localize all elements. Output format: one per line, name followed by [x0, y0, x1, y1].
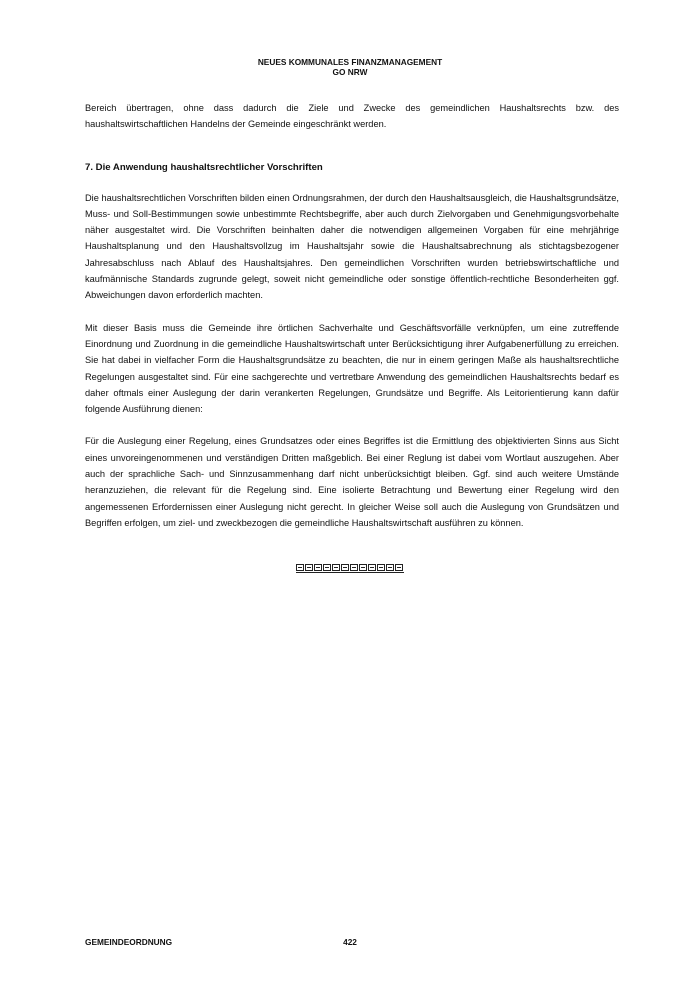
ornament-box-icon — [377, 564, 385, 571]
ornament-box-icon — [395, 564, 403, 571]
paragraph-3: Für die Auslegung einer Regelung, eines Grundsatzes oder eines Begriffes ist die Ermittlung des objektivierten Sinns aus Sicht eines unvoreingenommenen und verständigen Dritten maßgeblich. Bei einer Reglung ist dabei vom Wortlaut auszugehen. Aber auch der sprachliche Sach- und Sinnzusammenhang darf nicht unberücksichtigt bleiben. Ggf. sind auch weitere Umstände heranzuziehen, die relevant für die Regelung sind. Eine isolierte Betrachtung und Bewertung einer Regelung wird den angemessenen Erfordernissen einer Auslegung nicht gerecht. In gleicher Weise soll auch die Auslegung von Grundsätzen und Begriffen erfolgen, um ziel- und zweckbezogen die gemeindliche Haushaltswirtschaft ausführen zu können. — [85, 436, 619, 528]
paragraph-2: Mit dieser Basis muss die Gemeinde ihre örtlichen Sachverhalte und Geschäftsvorfälle verknüpfen, um eine zutreffende Einordnung und Zuordnung in die gemeindliche Haushaltswirtschaft unter Berücksichtigung ihrer Aufgabenerfüllung zu erreichen. Sie hat dabei in vielfacher Form die Haushaltsgrundsätze zu beachten, die nur in einem geringen Maße als haushaltsrechtliche Regelungen ausgestaltet sind. Für eine sachgerechte und vertretbare Anwendung des gemeindlichen Haushaltsrechts bedarf es daher oftmals einer Auslegung der darin verankerten Regelungen, Grundsätze und Begriffe. Als Leitorientierung kann dafür folgende Ausführung dienen: — [85, 322, 619, 415]
ornament-box-icon — [386, 564, 394, 571]
ornament-box-icon — [341, 564, 349, 571]
ornament-box-icon — [323, 564, 331, 571]
ornament-box-icon — [296, 564, 304, 571]
page-header — [0, 57, 700, 77]
ornament-box-icon — [332, 564, 340, 571]
ornament-box-icon — [359, 564, 367, 571]
header-title: NEUES KOMMUNALES FINANZMANAGEMENT — [257, 57, 443, 67]
ornament-strip — [296, 564, 404, 573]
intro-paragraph: Bereich übertragen, ohne dass dadurch die Ziele und Zwecke des gemeindlichen Haushaltsrechts bzw. des haushaltswirtschaftlichen Handelns der Gemeinde eingeschränkt werden. — [85, 103, 619, 130]
page-number: 422 — [343, 937, 357, 947]
document-body — [85, 100, 619, 531]
ornament-box-icon — [350, 564, 358, 571]
footer-section-label: GEMEINDEORDNUNG — [85, 937, 173, 947]
ornament-box-icon — [314, 564, 322, 571]
paragraph-1: Die haushaltsrechtlichen Vorschriften bilden einen Ordnungsrahmen, der durch den Haushaltsausgleich, die Haushaltsgrundsätze, Muss- und Soll-Bestimmungen sowie unbestimmte Rechtsbegriffe, aber auch durch Zielvorgaben und Genehmigungsvorbehalte näher ausgestaltet wird. Die Vorschriften beinhalten daher die notwendigen allgemeinen Vorgaben für eine mehrjährige Haushaltsplanung und den Haushaltsvollzug im Haushaltsjahr sowie die Haushaltsabrechnung als stichtagsbezogener Jahresabschluss nach Ablauf des Haushaltsjahres. Den gemeindlichen Vorschriften wurden betriebswirtschaftliche und kaufmännische Standards zugrunde gelegt, soweit nicht gemeindliche oder sonstige öffentlich-rechtliche Besonderheiten ggf. Abweichungen davon erforderlich machten. — [85, 192, 619, 301]
end-of-section-ornament — [0, 564, 700, 573]
section-heading: 7. Die Anwendung haushaltsrechtlicher Vorschriften — [85, 161, 323, 173]
ornament-box-icon — [368, 564, 376, 571]
ornament-box-icon — [305, 564, 313, 571]
header-subtitle: GO NRW — [332, 67, 368, 77]
